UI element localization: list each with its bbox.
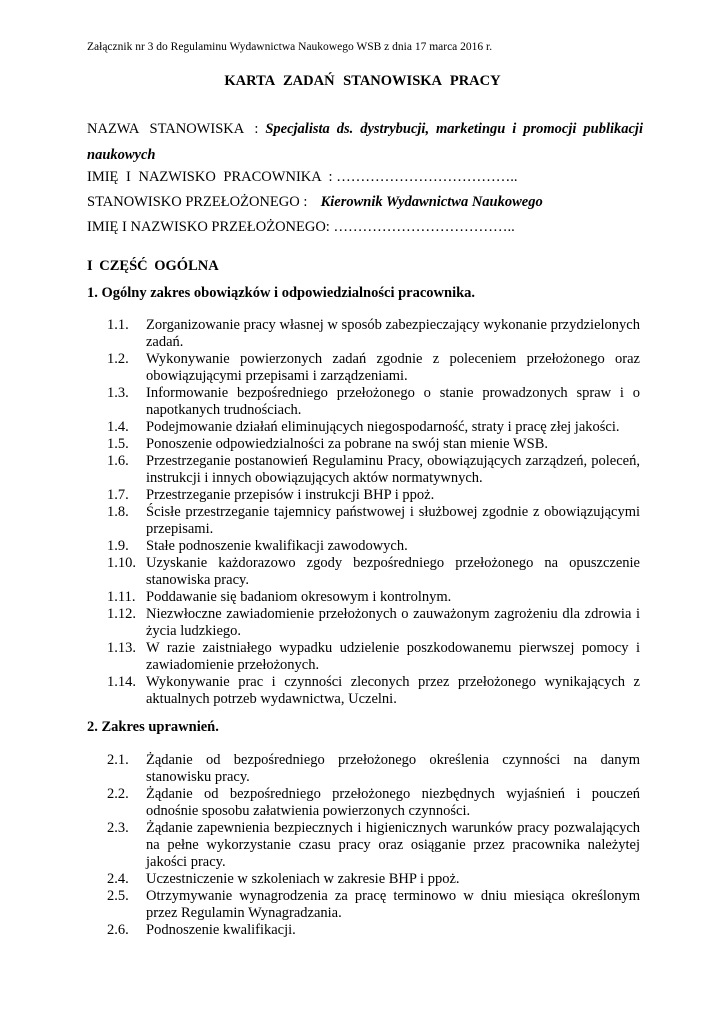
employee-value: ……………………………….. bbox=[336, 169, 518, 185]
list-item: 1.8. Ścisłe przestrzeganie tajemnicy państwowej i służbowej zgodnie z obowiązującymi przepisami. bbox=[107, 504, 640, 537]
list-item: 1.13. W razie zaistniałego wypadku udzielenie poszkodowanemu pierwszej pomocy i zawiadomienie przełożonych. bbox=[107, 640, 640, 673]
list-item: 2.4. Uczestniczenie w szkoleniach w zakresie BHP i ppoż. bbox=[107, 871, 460, 887]
list-item: 1.2. Wykonywanie powierzonych zadań zgodnie z poleceniem przełożonego oraz obowiązującymi przepisami i zarządzeniami. bbox=[107, 351, 640, 384]
list-item: 1.11. Poddawanie się badaniom okresowym i kontrolnym. bbox=[107, 589, 452, 605]
supervisor-name-field bbox=[87, 214, 643, 240]
permissions-list bbox=[107, 752, 640, 939]
list-item: 1.1. Zorganizowanie pracy własnej w sposób zabezpieczający wykonanie przydzielonych zadań. bbox=[107, 317, 640, 350]
supervisor-position-value: Kierownik Wydawnictwa Naukowego bbox=[320, 194, 543, 210]
list-item: 1.12. Niezwłoczne zawiadomienie przełożonych o zauważonym zagrożeniu dla zdrowia i życia ludzkiego. bbox=[107, 606, 640, 639]
list-item: 2.3. Żądanie zapewnienia bezpiecznych i higienicznych warunków pracy pozwalających na pełne wykorzystanie czasu pracy oraz osiąganie przez pracownika należytej jakości pracy. bbox=[107, 820, 640, 870]
list-item: 1.7. Przestrzeganie przepisów i instrukcji BHP i ppoż. bbox=[107, 487, 435, 503]
supervisor-position-label: STANOWISKO PRZEŁOŻONEGO : bbox=[87, 194, 308, 210]
supervisor-name-value: ……………………………….. bbox=[333, 219, 515, 235]
section-main-heading: I CZĘŚĆ OGÓLNA bbox=[87, 258, 219, 274]
employee-field bbox=[87, 164, 643, 190]
list-item: 1.10. Uzyskanie każdorazowo zgody bezpośredniego przełożonego na opuszczenie stanowiska pracy. bbox=[107, 555, 640, 588]
employee-label: IMIĘ I NAZWISKO PRACOWNIKA : bbox=[87, 169, 333, 185]
header-note: Załącznik nr 3 do Regulaminu Wydawnictwa Naukowego WSB z dnia 17 marca 2016 r. bbox=[87, 41, 493, 53]
list-item: 2.2. Żądanie od bezpośredniego przełożonego niezbędnych wyjaśnień i pouczeń odnośnie sposobu załatwienia powierzonych czynności. bbox=[107, 786, 640, 819]
duties-list bbox=[107, 317, 640, 708]
section-1-heading: 1. Ogólny zakres obowiązków i odpowiedzialności pracownika. bbox=[87, 285, 476, 301]
position-label: NAZWA STANOWISKA : bbox=[87, 121, 259, 137]
supervisor-name-label: IMIĘ I NAZWISKO PRZEŁOŻONEGO: bbox=[87, 219, 330, 235]
list-item: 1.6. Przestrzeganie postanowień Regulaminu Pracy, obowiązujących zarządzeń, poleceń, instrukcji i innych obowiązujących aktów normatywnych. bbox=[107, 453, 640, 486]
list-item: 1.4. Podejmowanie działań eliminujących niegospodarność, straty i pracę złej jakości. bbox=[107, 419, 620, 435]
list-item: 1.9. Stałe podnoszenie kwalifikacji zawodowych. bbox=[107, 538, 408, 554]
list-item: 2.5. Otrzymywanie wynagrodzenia za pracę terminowo w dniu miesiąca określonym przez Regulamin Wynagradzania. bbox=[107, 888, 640, 921]
supervisor-position-field bbox=[87, 189, 643, 215]
document-title: KARTA ZADAŃ STANOWISKA PRACY bbox=[224, 73, 501, 89]
list-item: 1.3. Informowanie bezpośredniego przełożonego o stanie prowadzonych spraw i o napotkanych trudnościach. bbox=[107, 385, 640, 418]
list-item: 1.14. Wykonywanie prac i czynności zleconych przez przełożonego wynikających z aktualnych potrzeb wydawnictwa, Uczelni. bbox=[107, 674, 640, 707]
list-item: 2.1. Żądanie od bezpośredniego przełożonego określenia czynności na danym stanowisku pracy. bbox=[107, 752, 640, 785]
list-item: 2.6. Podnoszenie kwalifikacji. bbox=[107, 922, 296, 938]
section-2-heading: 2. Zakres uprawnień. bbox=[87, 719, 219, 735]
list-item: 1.5. Ponoszenie odpowiedzialności za pobrane na swój stan mienie WSB. bbox=[107, 436, 549, 452]
position-value: Specjalista ds. dystrybucji, marketingu i promocji publikacji naukowych bbox=[87, 121, 643, 163]
position-field bbox=[87, 116, 643, 168]
